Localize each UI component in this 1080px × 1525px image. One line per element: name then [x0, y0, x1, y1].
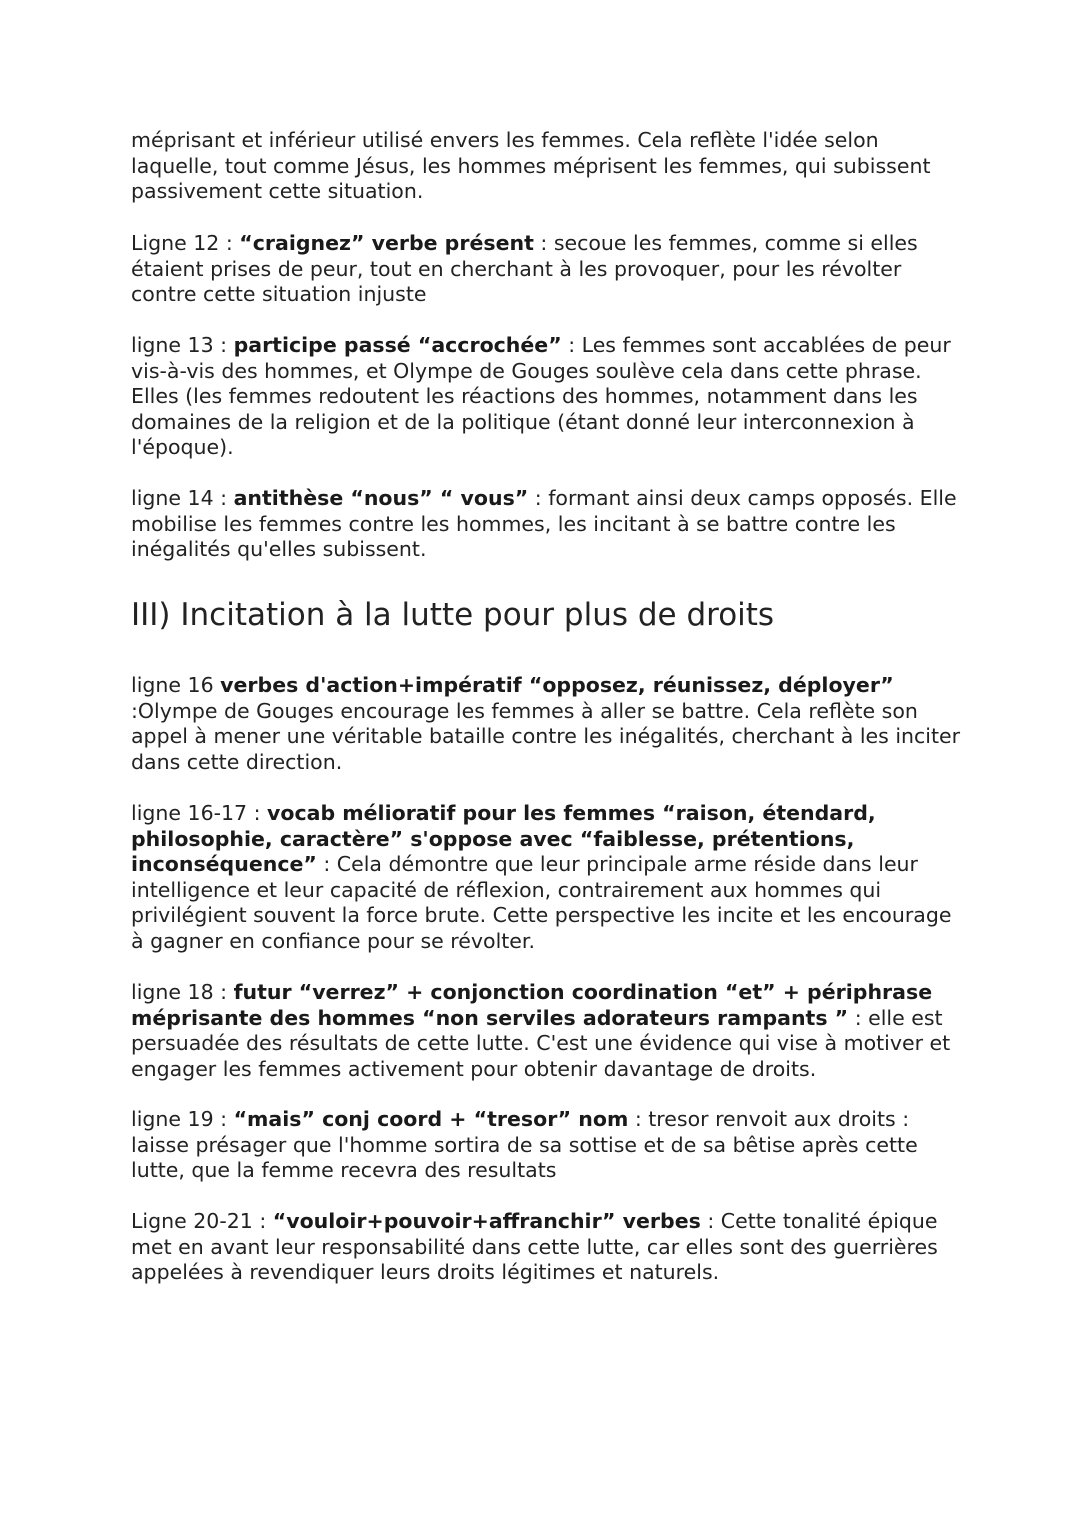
- paragraph-ligne-13: [131, 333, 961, 461]
- line-reference: ligne 16-17 :: [131, 801, 268, 825]
- analysis-term: futur “verrez” + conjonction coordination “et” + périphrase méprisante des hommes “non serviles adorateurs rampants ”: [131, 980, 933, 1030]
- analysis-text: : secoue les femmes, comme si elles étaient prises de peur, tout en cherchant à les provoquer, pour les révolter contre cette situation injuste: [131, 231, 918, 307]
- paragraph-continuation: [131, 128, 961, 205]
- analysis-term: vocab mélioratif pour les femmes “raison, étendard, philosophie, caractère” s'oppose avec “faiblesse, prétentions, inconséquence”: [131, 801, 876, 877]
- line-reference: Ligne 12 :: [131, 231, 240, 255]
- analysis-term: participe passé “accrochée”: [233, 333, 562, 357]
- analysis-text: : elle est persuadée des résultats de cette lutte. C'est une évidence qui vise à motiver et engager les femmes activement pour obtenir davantage de droits.: [131, 1005, 951, 1081]
- paragraph-text: méprisant et inférieur utilisé envers les femmes. Cela reflète l'idée selon laquelle, tout comme Jésus, les hommes méprisent les femmes, qui subissent passivement cette situation.: [131, 128, 931, 204]
- analysis-text: : formant ainsi deux camps opposés. Elle mobilise les femmes contre les hommes, les incitant à se battre contre les inégalités qu'elles subissent.: [131, 486, 957, 562]
- analysis-term: “vouloir+pouvoir+affranchir” verbes: [272, 1209, 701, 1233]
- line-reference: ligne 14 :: [131, 486, 234, 510]
- analysis-text: : Les femmes sont accablées de peur vis-à-vis des hommes, et Olympe de Gouges soulève cela dans cette phrase. Elles (les femmes redoutent les réactions des hommes, notamment dans les domaines de la religion et de la politique (étant donné leur interconnexion à l'époque).: [131, 333, 951, 460]
- paragraph-ligne-16-17: [131, 801, 961, 955]
- section-heading: III) Incitation à la lutte pour plus de droits: [131, 597, 775, 633]
- line-reference: Ligne 20-21 :: [131, 1209, 273, 1233]
- analysis-text: : Cela démontre que leur principale arme réside dans leur intelligence et leur capacité de réflexion, contrairement aux hommes qui privilégient souvent la force brute. Cette perspective les incite et les encourage à gagner en confiance pour se révolter.: [131, 852, 952, 953]
- analysis-term: verbes d'action+impératif “opposez, réunissez, déployer”: [220, 673, 894, 697]
- paragraph-ligne-12: [131, 231, 961, 308]
- analysis-term: antithèse “nous” “ vous”: [233, 486, 529, 510]
- paragraph-ligne-20-21: [131, 1209, 961, 1286]
- analysis-term: “mais” conj coord + “tresor” nom: [233, 1107, 629, 1131]
- line-reference: ligne 13 :: [131, 333, 234, 357]
- paragraph-ligne-18: [131, 980, 961, 1082]
- line-reference: ligne 18 :: [131, 980, 234, 1004]
- analysis-text: :Olympe de Gouges encourage les femmes à aller se battre. Cela reflète son appel à mener une véritable bataille contre les inégalités, cherchant à les inciter dans cette direction.: [131, 698, 961, 774]
- analysis-text: : tresor renvoit aux droits : laisse présager que l'homme sortira de sa sottise et de sa bêtise après cette lutte, que la femme recevra des resultats: [131, 1107, 918, 1183]
- paragraph-ligne-14: [131, 486, 961, 563]
- line-reference: ligne 16: [131, 673, 221, 697]
- analysis-text: : Cette tonalité épique met en avant leur responsabilité dans cette lutte, car elles sont des guerrières appelées à revendiquer leurs droits légitimes et naturels.: [131, 1209, 938, 1285]
- analysis-term: “craignez” verbe présent: [239, 231, 534, 255]
- paragraph-ligne-16: [131, 673, 961, 775]
- paragraph-ligne-19: [131, 1107, 961, 1184]
- line-reference: ligne 19 :: [131, 1107, 234, 1131]
